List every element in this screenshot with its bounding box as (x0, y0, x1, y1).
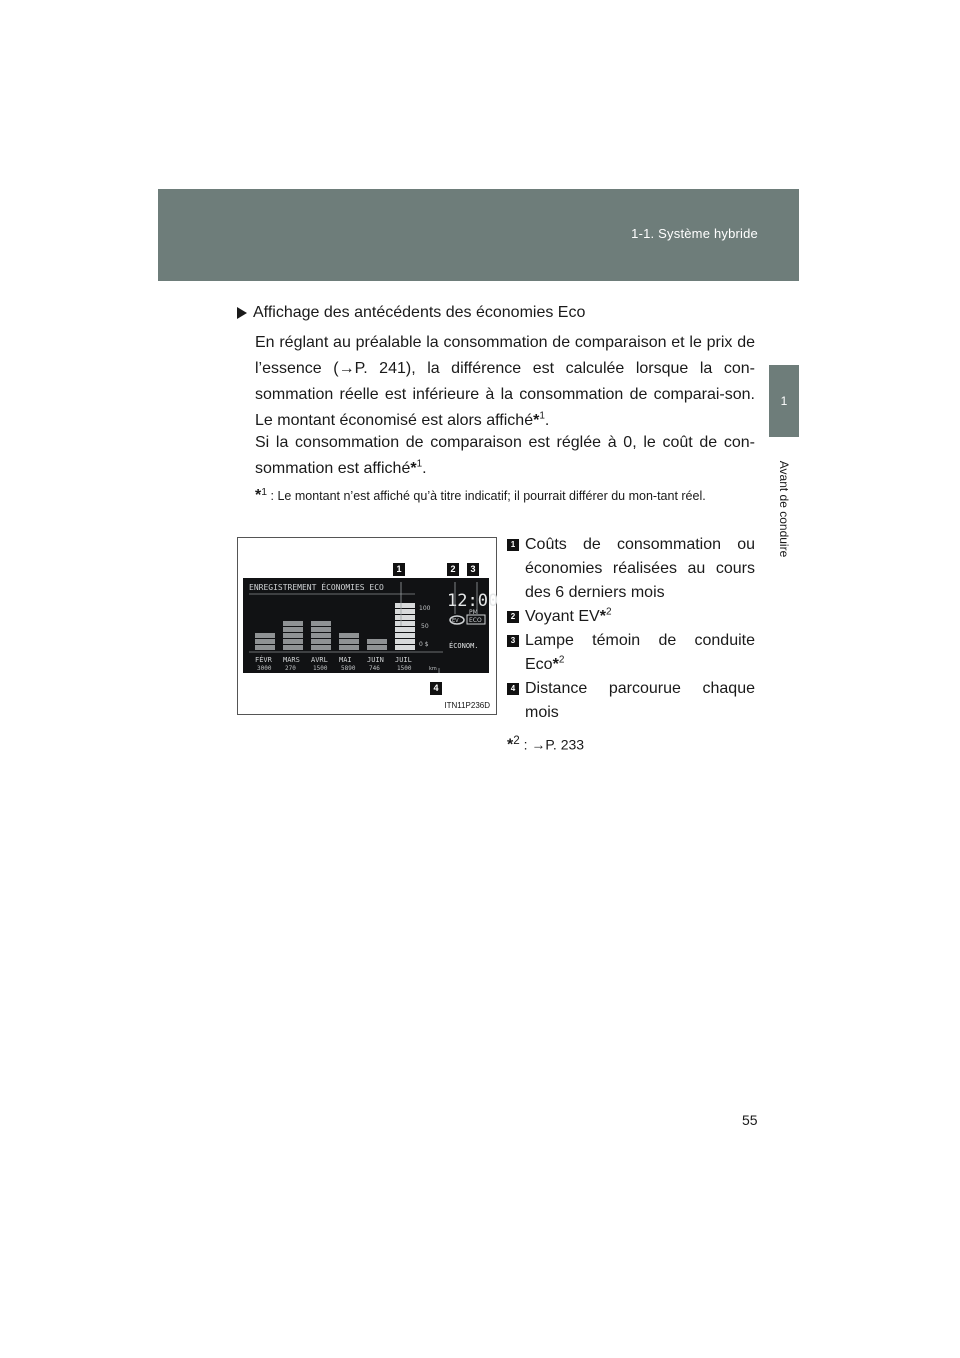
paragraph-1 (255, 330, 755, 434)
month-label: JUIL (395, 656, 412, 664)
footnote-star-icon: * (599, 608, 606, 625)
legend-item-3 (507, 629, 755, 677)
header-band (158, 189, 799, 281)
paragraph-1-text-b: P. 241), la différence est calculée lorsque la con-sommation réelle est inférieure à la consommation de comparai-son. Le montant économisé est alors affiché (255, 360, 755, 429)
bar-segment (255, 645, 275, 650)
footnote-star-icon: * (533, 412, 540, 429)
bar-segment (283, 639, 303, 644)
ev-label: EV (452, 618, 459, 624)
bar-segment (395, 621, 415, 626)
bar-segment (255, 639, 275, 644)
distance-label: 5890 (341, 665, 356, 672)
footnote-2-colon: : (523, 736, 532, 753)
scale-label-50: 50 (421, 623, 429, 630)
bar-segment (395, 603, 415, 608)
paragraph-2-text: Si la consommation de comparaison est réglée à 0, le coût de con-sommation est affiché (255, 434, 755, 477)
footnote-1-text: : Le montant n’est affiché qu’à titre indicatif; il pourrait différer du mon-tant réel. (270, 489, 706, 504)
chapter-tab[interactable]: 1 (769, 365, 799, 437)
distance-label: 1500 (397, 665, 412, 672)
subsection-title (237, 304, 585, 322)
page-number: 55 (742, 1112, 758, 1128)
eco-label: ECO (469, 617, 482, 624)
bar-segment (283, 645, 303, 650)
chapter-label (769, 446, 799, 572)
bar-segment (339, 633, 359, 638)
callout-2: 2 (447, 563, 459, 576)
month-label: JUIN (367, 656, 384, 664)
bar-segment (395, 633, 415, 638)
lcd-screen (243, 578, 499, 673)
legend-text-1: Coûts de consommation ou économies réalisées au cours des 6 derniers mois (525, 536, 755, 601)
bar-segment (283, 621, 303, 626)
bar-segment (395, 639, 415, 644)
chapter-label-text: Avant de conduire (777, 460, 791, 558)
paragraph-2 (255, 430, 755, 482)
footnote-1 (255, 484, 755, 505)
bar-segment (339, 639, 359, 644)
footnote-2-star: * (507, 736, 514, 754)
legend-number-4: 4 (507, 683, 519, 695)
footnote-2-sup: 2 (513, 734, 520, 747)
bar-segment (395, 627, 415, 632)
distance-label: 3000 (257, 665, 272, 672)
month-label: MARS (283, 656, 300, 664)
legend-item-2 (507, 605, 755, 629)
legend-sup-2: 2 (605, 606, 612, 618)
callout-3: 3 (467, 563, 479, 576)
arrow-icon: → (338, 360, 355, 377)
scale-label-0: 0 $ (419, 641, 429, 648)
legend-item-4 (507, 677, 755, 725)
scale-label-100: 100 (419, 605, 431, 612)
bar-segment (311, 633, 331, 638)
distance-label: 1500 (313, 665, 328, 672)
legend-number-1: 1 (507, 539, 519, 551)
figure-code: ITN11P236D (444, 701, 490, 710)
callout-4: 4 (430, 682, 442, 695)
clock: 12:00 (447, 591, 499, 611)
bullet-triangle-icon (237, 307, 247, 319)
paragraph-1-end: . (544, 412, 550, 429)
distance-label: 746 (369, 665, 380, 672)
section-title: 1-1. Système hybride (631, 226, 758, 241)
bar-segment (255, 633, 275, 638)
footnote-star: * (255, 487, 262, 505)
footnote-2 (507, 732, 755, 754)
bar-segment (395, 609, 415, 614)
distance-unit: km (429, 666, 437, 672)
footnote-star-icon: * (552, 656, 559, 673)
paragraph-1-text-a: En réglant au préalable la consommation de comparaison et le prix de l’essence ( (255, 334, 755, 377)
bar-segment (339, 645, 359, 650)
bar-segment (367, 639, 387, 644)
bar-segment (367, 645, 387, 650)
display-figure (237, 537, 497, 715)
bar-segment (311, 621, 331, 626)
month-label: MAI (339, 656, 352, 664)
footnote-ref: 1 (539, 410, 545, 422)
arrow-icon: → (531, 736, 546, 753)
subsection-title-text: Affichage des antécédents des économies Eco (253, 304, 586, 321)
clock-suffix: PM (469, 609, 478, 616)
legend-sup-3: 2 (558, 654, 565, 666)
bar-segment (283, 633, 303, 638)
bar-segment (311, 645, 331, 650)
econom-label: ÉCONOM. (449, 642, 479, 650)
legend-item-1 (507, 533, 755, 605)
callout-1: 1 (393, 563, 405, 576)
month-label: FÉVR (255, 656, 272, 664)
legend-text-3: Lampe témoin de conduite Eco (525, 632, 755, 673)
footnote-ref: 1 (416, 458, 423, 470)
legend-number-3: 3 (507, 635, 519, 647)
bar-segment (283, 627, 303, 632)
footnote-sup: 1 (261, 487, 268, 498)
month-label: AVRL (311, 656, 328, 664)
bar-segment (311, 627, 331, 632)
paragraph-2-end: . (422, 460, 427, 477)
footnote-2-ref[interactable]: P. 233 (545, 736, 585, 753)
bar-segment (311, 639, 331, 644)
legend-text-4: Distance parcourue chaque mois (525, 680, 755, 721)
screen-title: ENREGISTREMENT ÉCONOMIES ECO (249, 583, 384, 592)
bar-segment (395, 615, 415, 620)
footnote-star-icon: * (410, 460, 417, 477)
legend-number-2: 2 (507, 611, 519, 623)
legend-text-2: Voyant EV (525, 608, 600, 625)
bar-segment (395, 645, 415, 650)
distance-label: 270 (285, 665, 296, 672)
